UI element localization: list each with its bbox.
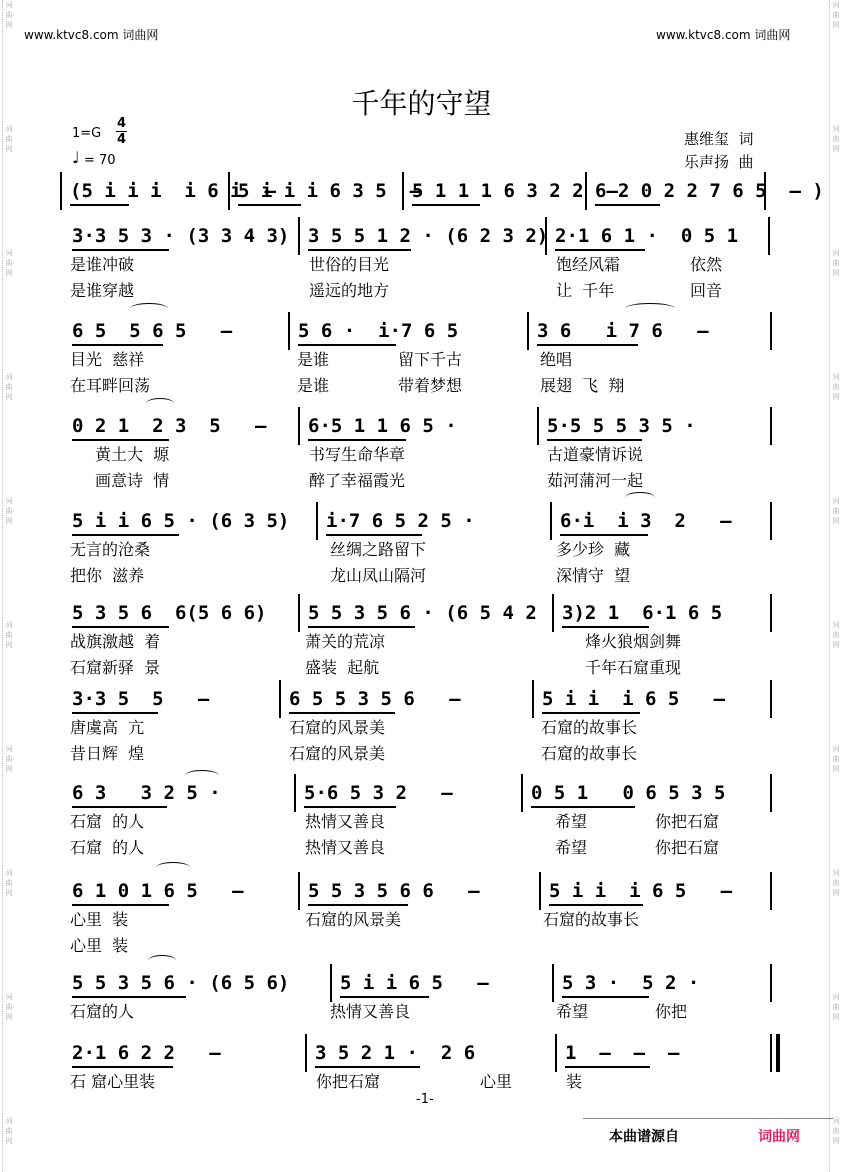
beam-line — [70, 204, 129, 206]
side-watermark-text: 词曲网 — [5, 125, 13, 153]
lyric-line-2: 热情又善良 — [305, 838, 386, 857]
measure-notes: 6 2 0 2 2 7 6 5 – ) — [595, 180, 824, 202]
measure-notes: 3·3 5 5 – — [72, 688, 210, 710]
bar-line — [539, 872, 541, 910]
beam-line — [304, 806, 396, 808]
lyric-line-1: 留下千古 — [398, 350, 463, 369]
bar-line — [532, 680, 534, 718]
measure-notes: 6·i i 3 2 – — [560, 510, 732, 532]
lyric-line-2: 龙山凤山隔河 — [330, 566, 427, 585]
measure-notes: 5 i i i 6 5 – — [549, 880, 733, 902]
bar-line — [521, 774, 523, 812]
measure-notes: 3·3 5 3 · (3 3 4 3) — [72, 225, 290, 247]
measure-notes: 6 5 5 3 5 6 – — [289, 688, 461, 710]
beam-line — [308, 626, 415, 628]
measure-notes: 3 5 5 1 2 · (6 2 3 2) — [308, 225, 549, 247]
lyric-line-2: 回音 — [690, 281, 723, 300]
side-watermark-text: 词曲网 — [832, 249, 840, 277]
beam-line — [555, 249, 645, 251]
slur-mark — [625, 492, 655, 503]
quarter-note-icon: ♩ — [72, 148, 80, 167]
beam-line — [537, 344, 638, 346]
measure-notes: 6 3 3 2 5 · — [72, 782, 221, 804]
measure-notes: 5 3 · 5 2 · — [562, 972, 700, 994]
beam-line — [72, 344, 163, 346]
lyric-line-1: 心里 装 — [70, 910, 129, 929]
side-watermark-text: 词曲网 — [5, 745, 13, 773]
beam-line — [308, 249, 411, 251]
lyric-line-1: 石窟的故事长 — [543, 910, 640, 929]
measure-notes: (5 i i i i 6 i – — [70, 180, 276, 202]
beam-line — [72, 806, 167, 808]
bar-line — [305, 1034, 307, 1072]
lyric-line-1: 多少珍 藏 — [556, 540, 631, 559]
beam-line — [72, 439, 169, 441]
lyric-line-2: 是谁穿越 — [70, 281, 135, 300]
bar-line — [527, 312, 529, 350]
side-watermark-text: 词曲网 — [5, 373, 13, 401]
side-watermark-text: 词曲网 — [832, 1117, 840, 1145]
measure-notes: 5 1 1 1 6 3 2 2 – — [412, 180, 618, 202]
side-watermark-text: 词曲网 — [832, 745, 840, 773]
beam-line — [562, 626, 649, 628]
beam-line — [326, 534, 422, 536]
bar-line — [770, 680, 772, 718]
bar-line — [770, 774, 772, 812]
beam-line — [72, 904, 169, 906]
measure-notes: 5 6 · i·7 6 5 — [298, 320, 459, 342]
bar-line — [279, 680, 281, 718]
beam-line — [542, 712, 640, 714]
side-watermark-text: 词曲网 — [5, 1117, 13, 1145]
measure-notes: 3 5 2 1 · 2 6 — [315, 1042, 476, 1064]
bar-line — [298, 594, 300, 632]
tempo-marking: = 70 — [84, 153, 116, 168]
slur-mark — [148, 955, 176, 966]
measure-notes: 1 – – – — [565, 1042, 680, 1064]
measure-notes: 2·1 6 1 · 0 5 1 — [555, 225, 739, 247]
right-side-watermark — [829, 0, 842, 1172]
side-watermark-text: 词曲网 — [5, 249, 13, 277]
time-signature-bottom: 4 — [117, 132, 127, 147]
footer-source-text: 本曲谱源自 — [609, 1129, 679, 1145]
side-watermark-text: 词曲网 — [832, 621, 840, 649]
lyricist-credit: 惠维玺 词 — [684, 130, 754, 148]
bar-line — [537, 407, 539, 445]
slur-mark — [130, 303, 168, 314]
page-number: -1- — [416, 1092, 434, 1107]
beam-line — [315, 1066, 420, 1068]
side-watermark-text: 词曲网 — [832, 869, 840, 897]
measure-notes: 3)2 1 6·1 6 5 — [562, 602, 723, 624]
lyric-line-1: 依然 — [690, 255, 723, 274]
beam-line — [595, 204, 660, 206]
bar-line — [330, 964, 332, 1002]
bar-line — [770, 872, 772, 910]
beam-line — [549, 904, 643, 906]
lyric-line-1: 唐虞高 亢 — [70, 718, 145, 737]
beam-line — [298, 344, 396, 346]
lyric-line-1: 饱经风霜 — [556, 255, 621, 274]
bar-line — [288, 312, 290, 350]
beam-line — [72, 1066, 173, 1068]
measure-notes: 5·6 5 3 2 – — [304, 782, 453, 804]
measure-notes: 5·5 5 5 3 5 · — [547, 415, 696, 437]
beam-line — [562, 996, 649, 998]
bar-line — [552, 594, 554, 632]
side-watermark-text: 词曲网 — [5, 1, 13, 29]
beam-line — [412, 204, 480, 206]
bar-line — [60, 172, 62, 210]
side-watermark-text: 词曲网 — [832, 125, 840, 153]
slur-mark — [625, 303, 675, 314]
lyric-line-2: 深情守 望 — [556, 566, 631, 585]
watermark-left: www.ktvc8.com 词曲网 — [24, 28, 159, 42]
lyric-line-1: 石窟的风景美 — [305, 910, 402, 929]
lyric-line-1: 书写生命华章 — [309, 445, 406, 464]
side-watermark-text: 词曲网 — [5, 993, 13, 1021]
lyric-line-1: 战旗激越 着 — [70, 632, 161, 651]
bar-line — [770, 502, 772, 540]
slur-mark — [156, 862, 190, 873]
beam-line — [289, 712, 395, 714]
measure-notes: 2·1 6 2 2 – — [72, 1042, 221, 1064]
beam-line — [72, 712, 158, 714]
lyric-line-1: 是谁冲破 — [70, 255, 135, 274]
slur-mark — [185, 770, 219, 781]
side-watermark-text: 词曲网 — [5, 869, 13, 897]
lyric-line-2: 你把石窟 — [655, 838, 720, 857]
bar-line — [770, 964, 772, 1002]
lyric-line-2: 石窟的故事长 — [541, 744, 638, 763]
beam-line — [72, 626, 169, 628]
lyric-line-1: 希望 — [556, 1002, 589, 1021]
measure-notes: 5 i i i 6 5 – — [542, 688, 726, 710]
lyric-line-2: 石窟 的人 — [70, 838, 145, 857]
lyric-line-2: 希望 — [555, 838, 588, 857]
bar-line — [550, 502, 552, 540]
measure-notes: 5 3 5 6 6(5 6 6) — [72, 602, 267, 624]
beam-line — [238, 204, 301, 206]
lyric-line-1: 丝绸之路留下 — [330, 540, 427, 559]
measure-notes: 5 i i i 6 3 5 – — [238, 180, 422, 202]
lyric-line-2: 心里 装 — [70, 936, 129, 955]
measure-notes: 3 6 i 7 6 – — [537, 320, 709, 342]
footer-site-link[interactable]: 词曲网 — [758, 1129, 800, 1145]
measure-notes: 5 i i 6 5 – — [340, 972, 489, 994]
lyric-line-1: 石窟的风景美 — [289, 718, 386, 737]
measure-notes: 0 2 1 2 3 5 – — [72, 415, 267, 437]
lyric-line-1: 世俗的目光 — [309, 255, 390, 274]
measure-notes: 6 5 5 6 5 – — [72, 320, 233, 342]
bar-line — [770, 407, 772, 445]
beam-line — [72, 996, 186, 998]
footer-divider — [583, 1118, 833, 1119]
lyric-line-1: 热情又善良 — [305, 812, 386, 831]
measure-notes: 5 5 3 5 6 · (6 5 6) — [72, 972, 290, 994]
bar-line — [552, 964, 554, 1002]
lyric-line-1: 石窟的故事长 — [541, 718, 638, 737]
lyric-line-1: 萧关的荒凉 — [305, 632, 386, 651]
lyric-line-1: 心里 — [480, 1072, 513, 1091]
lyric-line-2: 盛装 起航 — [305, 658, 380, 677]
beam-line — [340, 996, 429, 998]
lyric-line-1: 烽火狼烟剑舞 — [585, 632, 682, 651]
left-side-watermark — [2, 0, 15, 1172]
lyric-line-2: 千年石窟重现 — [585, 658, 682, 677]
side-watermark-text: 词曲网 — [832, 497, 840, 525]
bar-line — [294, 774, 296, 812]
lyric-line-2: 遥远的地方 — [309, 281, 390, 300]
slur-mark — [146, 398, 174, 409]
lyric-line-1: 你把石窟 — [655, 812, 720, 831]
measure-notes: i·7 6 5 2 5 · — [326, 510, 475, 532]
side-watermark-text: 词曲网 — [832, 1, 840, 29]
lyric-line-2: 带着梦想 — [398, 376, 463, 395]
lyric-line-1: 你把 — [655, 1002, 688, 1021]
bar-line — [555, 1034, 557, 1072]
lyric-line-1: 你把石窟 — [316, 1072, 381, 1091]
lyric-line-2: 在耳畔回荡 — [70, 376, 151, 395]
lyric-line-2: 石窟新驿 景 — [70, 658, 161, 677]
watermark-right: www.ktvc8.com 词曲网 — [656, 28, 791, 42]
lyric-line-1: 黄土大 塬 — [95, 445, 170, 464]
lyric-line-2: 醉了幸福霞光 — [309, 471, 406, 490]
bar-line — [298, 872, 300, 910]
bar-line — [770, 594, 772, 632]
measure-notes: 5 5 3 5 6 6 – — [308, 880, 480, 902]
measure-notes: 5 i i 6 5 · (6 3 5) — [72, 510, 290, 532]
lyric-line-1: 无言的沧桑 — [70, 540, 151, 559]
time-signature-top: 4 — [117, 116, 127, 131]
lyric-line-2: 昔日辉 煌 — [70, 744, 145, 763]
lyric-line-1: 目光 慈祥 — [70, 350, 145, 369]
lyric-line-1: 古道豪情诉说 — [547, 445, 644, 464]
key-signature: 1=G — [72, 126, 102, 141]
bar-line — [770, 1034, 772, 1072]
bar-line — [316, 502, 318, 540]
lyric-line-2: 把你 滋养 — [70, 566, 145, 585]
lyric-line-1: 希望 — [555, 812, 588, 831]
beam-line — [531, 806, 635, 808]
lyric-line-1: 装 — [566, 1072, 583, 1091]
lyric-line-2: 是谁 — [297, 376, 330, 395]
beam-line — [72, 249, 169, 251]
lyric-line-1: 热情又善良 — [330, 1002, 411, 1021]
final-bar-line — [776, 1034, 780, 1072]
lyric-line-2: 茹河蒲河一起 — [547, 471, 644, 490]
lyric-line-1: 石窟的人 — [70, 1002, 135, 1021]
bar-line — [298, 217, 300, 255]
lyric-line-1: 绝唱 — [540, 350, 573, 369]
side-watermark-text: 词曲网 — [832, 993, 840, 1021]
side-watermark-text: 词曲网 — [5, 497, 13, 525]
song-title: 千年的守望 — [351, 87, 492, 120]
measure-notes: 5 5 3 5 6 · (6 5 4 2 — [308, 602, 537, 624]
bar-line — [298, 407, 300, 445]
lyric-line-1: 石 窟心里装 — [70, 1072, 156, 1091]
lyric-line-1: 石窟 的人 — [70, 812, 145, 831]
measure-notes: 0 5 1 0 6 5 3 5 — [531, 782, 726, 804]
bar-line — [770, 312, 772, 350]
lyric-line-2: 石窟的风景美 — [289, 744, 386, 763]
beam-line — [547, 439, 642, 441]
lyric-line-2: 画意诗 情 — [95, 471, 170, 490]
beam-line — [565, 1066, 650, 1068]
side-watermark-text: 词曲网 — [5, 621, 13, 649]
beam-line — [308, 904, 408, 906]
lyric-line-2: 展翅 飞 翔 — [540, 376, 625, 395]
measure-notes: 6 1 0 1 6 5 – — [72, 880, 244, 902]
beam-line — [560, 534, 648, 536]
lyric-line-2: 让 千年 — [556, 281, 615, 300]
beam-line — [308, 439, 406, 441]
beam-line — [72, 534, 179, 536]
side-watermark-text: 词曲网 — [832, 373, 840, 401]
bar-line — [768, 217, 770, 255]
measure-notes: 6·5 1 1 6 5 · — [308, 415, 457, 437]
composer-credit: 乐声扬 曲 — [684, 153, 754, 171]
lyric-line-1: 是谁 — [297, 350, 330, 369]
